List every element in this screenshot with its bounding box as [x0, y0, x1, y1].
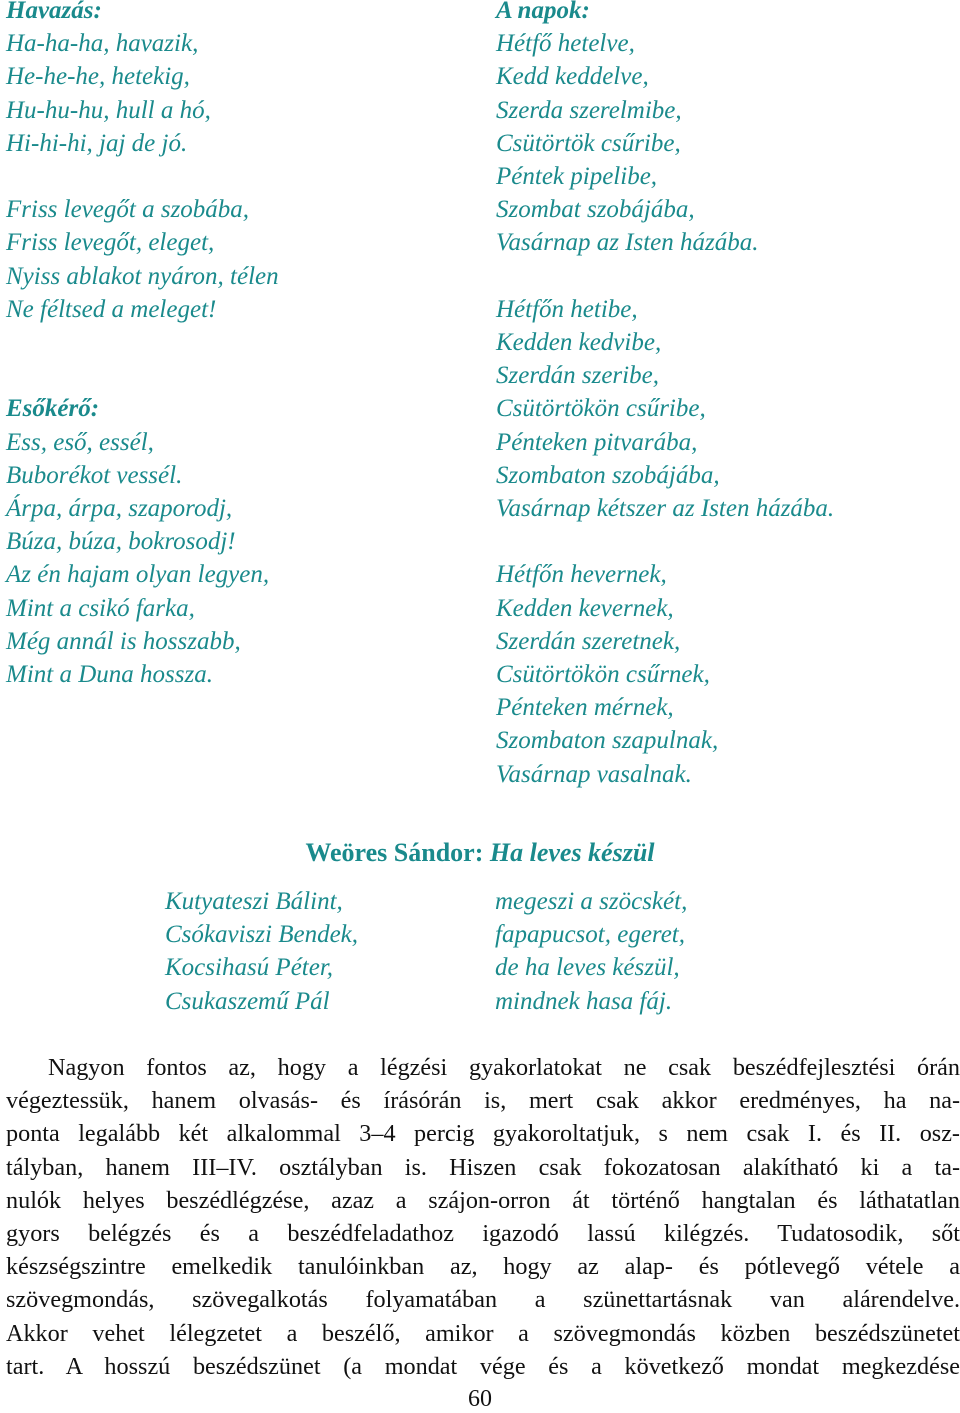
- esokero-line: Buborékot vessél.: [6, 461, 183, 489]
- poem-line: Kutyateszi Bálint,: [165, 888, 343, 915]
- esokero-line: Mint a Duna hossza.: [6, 661, 213, 689]
- napok-line: Szombaton szobájába,: [496, 461, 720, 489]
- friss-line: Ne féltsed a meleget!: [6, 295, 217, 323]
- napok-line: Kedden kedvibe,: [496, 329, 662, 357]
- havazas-line: He-he-he, hetekig,: [6, 63, 190, 91]
- napok-line: Péntek pipelibe,: [496, 163, 658, 191]
- body-line: ponta legalább két alkalommal 3–4 percig gyakoroltatjuk, s nem csak I. és II. osz-: [6, 1120, 960, 1148]
- esokero-line: Mint a csikó farka,: [6, 594, 195, 622]
- napok-line: Hétfő hetelve,: [496, 30, 635, 58]
- esokero-line: Még annál is hosszabb,: [6, 627, 241, 655]
- poem-line: megeszi a szöcskét,: [495, 888, 688, 915]
- poem-line: Kocsihasú Péter,: [165, 954, 334, 982]
- napok-line: Kedden kevernek,: [496, 594, 674, 622]
- body-line: végeztessük, hanem olvasás- és írásórán is, mert csak akkor eredményes, ha na-: [6, 1087, 960, 1115]
- poem-line: Csókaviszi Bendek,: [165, 921, 359, 949]
- poem-title: Ha leves készül: [489, 838, 655, 867]
- poem-line: mindnek hasa fáj.: [495, 987, 673, 1015]
- napok-line: Hétfőn hetibe,: [496, 295, 638, 323]
- napok-line: Szombat szobájába,: [496, 196, 695, 224]
- friss-line: Friss levegőt a szobába,: [6, 196, 250, 224]
- napok-line: Vasárnap vasalnak.: [496, 760, 692, 788]
- body-line: tályban, hanem III–IV. osztályban is. Hiszen csak fokozatosan alakítható ki a ta-: [6, 1153, 960, 1181]
- napok-line: Szerdán szeretnek,: [496, 627, 681, 655]
- napok-line: Hétfőn hevernek,: [496, 561, 667, 589]
- esokero-line: Az én hajam olyan legyen,: [6, 561, 270, 589]
- napok-line: Csütörtökön csűrnek,: [496, 661, 710, 689]
- right-column: [496, 0, 834, 791]
- napok-line: Pénteken pitvarába,: [496, 428, 698, 456]
- body-line: készségszintre emelkedik tanulóinkban az, hogy az alap- és pótlevegő vétele a: [6, 1253, 960, 1281]
- napok-line: Kedd keddelve,: [496, 63, 649, 91]
- left-column: [6, 0, 279, 691]
- body-paragraph: [6, 1051, 960, 1383]
- havazas-line: Hi-hi-hi, jaj de jó.: [6, 129, 188, 157]
- napok-line: Szerdán szeribe,: [496, 362, 659, 390]
- poem-heading: [0, 838, 960, 868]
- poem-stanza-right: [495, 885, 687, 1018]
- esokero-line: Árpa, árpa, szaporodj,: [6, 495, 233, 522]
- poem-line: Csukaszemű Pál: [165, 987, 330, 1015]
- body-line: Nagyon fontos az, hogy a légzési gyakorlatokat ne csak beszédfejlesztési órán: [48, 1054, 960, 1081]
- havazas-title: Havazás:: [6, 0, 102, 24]
- havazas-line: Ha-ha-ha, havazik,: [6, 30, 199, 58]
- poem-stanza-left: [165, 885, 358, 1018]
- friss-line: Friss levegőt, eleget,: [6, 229, 215, 257]
- havazas-line: Hu-hu-hu, hull a hó,: [6, 96, 211, 124]
- friss-line: Nyiss ablakot nyáron, télen: [6, 262, 279, 290]
- poem-author: Weöres Sándor:: [305, 838, 484, 867]
- body-line: nulók helyes beszédlégzése, azaz a szájon-orron át történő hangtalan és láthatatlan: [6, 1186, 960, 1214]
- esokero-line: Ess, eső, essél,: [6, 428, 154, 456]
- napok-line: Szerda szerelmibe,: [496, 96, 682, 124]
- body-line: szövegmondás, szövegalkotás folyamatában a szünettartásnak van alárendelve.: [6, 1286, 960, 1314]
- napok-line: Vasárnap az Isten házába.: [496, 229, 759, 257]
- napok-line: Pénteken mérnek,: [496, 694, 674, 722]
- napok-title: A napok:: [496, 0, 590, 24]
- napok-line: Csütörtökön csűribe,: [496, 395, 706, 423]
- poem-line: fapapucsot, egeret,: [495, 921, 686, 949]
- body-line: Akkor vehet lélegzetet a beszélő, amikor a szövegmondás közben beszédszünetet: [6, 1319, 960, 1347]
- body-line: tart. A hosszú beszédszünet (a mondat vége és a következő mondat megkezdése: [6, 1352, 960, 1380]
- esokero-title: Esőkérő:: [6, 395, 100, 423]
- napok-line: Csütörtök csűribe,: [496, 129, 681, 157]
- page-number: 60: [468, 1386, 492, 1412]
- body-line: gyors belégzés és a beszédfeladathoz igazodó lassú kilégzés. Tudatosodik, sőt: [6, 1220, 960, 1248]
- esokero-line: Búza, búza, bokrosodj!: [6, 528, 236, 556]
- napok-line: Vasárnap kétszer az Isten házába.: [496, 495, 835, 523]
- poem-line: de ha leves készül,: [495, 954, 680, 982]
- napok-line: Szombaton szapulnak,: [496, 727, 719, 755]
